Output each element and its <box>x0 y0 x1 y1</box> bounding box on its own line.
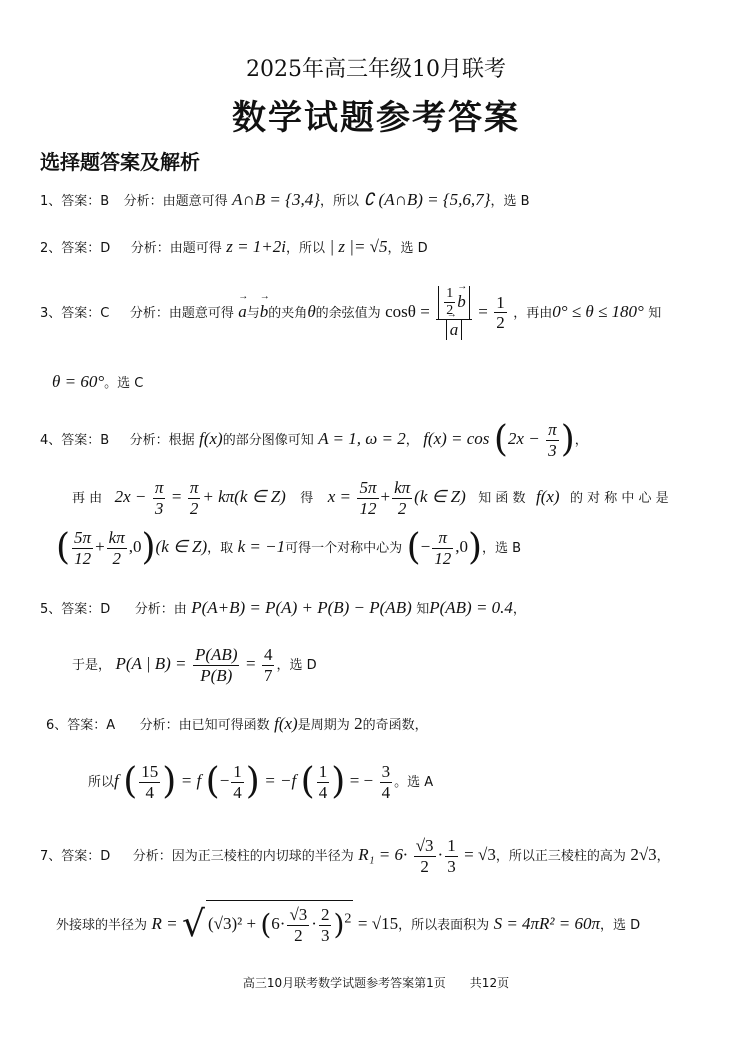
q2-label: 2、答案：D <box>40 241 111 256</box>
q3-cos: cosθ = <box>385 301 430 321</box>
q5-eq: P(A+B) = P(A) + P(B) − P(AB) <box>191 598 412 617</box>
q5-l2-lhs: P(A | B) = <box>115 654 187 674</box>
q6-l2-4d: 4 <box>381 782 391 802</box>
q5-l2-eq: = <box>245 654 256 674</box>
q4-xeq: x = <box>327 487 352 507</box>
question-6-line-2: 所以f ( $\frac{15}{4}$ ) = f (− $\frac{1}{4}$ ) = −f ( $\frac{1}{4}$ ) = − $\frac{3}{4}$ 。选 A <box>88 761 434 803</box>
q4-three: 3 <box>548 440 557 460</box>
q7-l2-term1: (√3)² <box>207 913 243 933</box>
q3-label: 3、答案：C <box>40 305 110 321</box>
q7-l2-sqrt3: √3 <box>289 905 308 924</box>
q3-mid2: 的夹角 <box>268 305 308 321</box>
vector-a-abs: → a <box>446 320 463 340</box>
q3-theta-value: θ = 60° <box>52 372 105 391</box>
q4-analysis: 分析：根据 <box>129 433 195 449</box>
q7-eqsqrt3: = √3 <box>464 845 496 865</box>
q2-analysis: 分析：由题可得 <box>130 241 222 256</box>
q5-eq2: P(AB) = 0.4 <box>429 598 513 617</box>
q2-equation-2: | z |= √5 <box>329 237 388 256</box>
q4-l3-end: ，选 B <box>482 541 522 557</box>
q4-mid: 的部分图像可知 <box>222 433 314 449</box>
q7-l2-eq: = √15 <box>357 913 399 933</box>
exam-title: 2025年高三年级10月联考 <box>246 57 506 82</box>
q6-l2-one-b: 1 <box>318 762 328 781</box>
q7-r1: R₁ = 6· <box>358 845 408 865</box>
q7-two: 2 <box>420 856 429 876</box>
q7-l2-R: R = <box>151 913 178 933</box>
q5-l2-den: P(B) <box>200 665 233 685</box>
q4-fx: f(x) <box>199 429 223 449</box>
q4-label: 4、答案：B <box>40 433 110 449</box>
q4-line2-equals: = <box>171 487 182 507</box>
q3-rhs-fraction <box>494 293 507 333</box>
q7-l2-mid: ，所以表面积为 <box>398 917 490 933</box>
q4-two: 2 <box>397 498 407 518</box>
q7-l2-two: 2 <box>294 925 303 945</box>
q3-range: 0° ≤ θ ≤ 180° <box>552 301 644 321</box>
q4-l3-kpi: kπ <box>108 528 125 547</box>
q7-one: 1 <box>447 836 456 855</box>
q4-comma: ， <box>405 433 419 449</box>
q3-analysis: 分析：由题意可得 <box>129 305 234 321</box>
q6-mid: 是周期为 <box>297 718 350 733</box>
q6-l2-eq: = f <box>180 771 202 791</box>
q4-l3-fivepi: 5π <box>74 528 92 547</box>
q1-equation-2: ∁ (A∩B) = {5,6,7} <box>363 190 491 209</box>
question-5-line-2 <box>72 645 317 685</box>
q7-three: 3 <box>447 856 456 876</box>
q3-rhs-den: 2 <box>496 313 505 333</box>
q6-l2-minus: − <box>219 771 230 791</box>
q6-l2-eq3: = − <box>349 771 374 791</box>
q1-end: ，选 B <box>490 194 530 209</box>
q4-line2-start: 再 由 <box>72 491 103 507</box>
q6-analysis: 分析：由已知可得函数 <box>139 718 270 733</box>
q4-line2-pi-2: π <box>189 478 199 497</box>
q3-mid3: 的余弦值为 <box>315 305 381 321</box>
q4-line2-kpi: + kπ(k ∈ Z) <box>202 487 286 507</box>
q5-end: ， <box>512 602 526 617</box>
q5-l2-num: P(AB) <box>195 645 238 664</box>
q4-l3-two: 2 <box>112 548 121 568</box>
q3-rhs-num: 1 <box>496 292 505 312</box>
q5-analysis: 分析：由 <box>134 602 187 617</box>
question-3-line-2 <box>52 372 143 392</box>
q7-l2-end: ，选 D <box>600 917 641 933</box>
q1-analysis: 分析：由题意可得 <box>123 194 228 209</box>
section-heading: 选择题答案及解析 <box>40 150 200 174</box>
q4-fivepi: 5π <box>359 478 377 497</box>
q1-equation: A∩B = {3,4} <box>232 190 320 209</box>
q4-line2-pi: π <box>154 478 164 497</box>
q1-label: 1、答案：B <box>40 194 110 209</box>
question-7-line-2: 外接球的半径为 R = √ (√3)² + (6· $\frac{√3}{2}$ · $\frac{2}{3}$ )$^2$ = √15，所以表面积为 S = 4πR² = 60π，选 D <box>56 900 640 945</box>
q5-label: 5、答案：D <box>40 602 111 617</box>
q5-l2-start: 于是， <box>72 658 112 674</box>
q4-kpi: kπ <box>394 478 411 497</box>
q2-mid: ，所以 <box>286 241 326 256</box>
q6-l2-4: 4 <box>145 782 154 802</box>
question-4-line-3: ( $\frac{5\pi}{12}$ + $\frac{k\pi}{2}$ ,0)(k ∈ Z)，取 k = −1可得一个对称中心为 (− $\frac{\pi}{12}$ ,0)，选 B <box>56 527 522 569</box>
q3-end: 。选 C <box>104 376 144 391</box>
q4-l3-mid: ，取 <box>207 541 234 557</box>
question-1 <box>40 190 530 210</box>
page-footer: 高三10月联考数学试题参考答案第1页 共12页 <box>242 976 510 990</box>
q4-fx3: f(x) <box>535 487 560 507</box>
q1-mid: ，所以 <box>320 194 360 209</box>
q6-label: 6、答案：A <box>46 718 116 733</box>
q6-l2-4b: 4 <box>233 782 242 802</box>
q4-twelve: 12 <box>359 498 377 518</box>
vector-b: → b <box>260 302 269 322</box>
q4-tail2: 的 对 称 中 心 是 <box>570 491 669 507</box>
q6-l2-end: 。选 A <box>394 775 434 791</box>
q4-params: A = 1, ω = 2 <box>318 429 406 449</box>
q7-mid: ，所以正三棱柱的高为 <box>495 849 626 865</box>
question-5 <box>40 598 526 618</box>
vector-a: → a <box>238 302 247 322</box>
q6-two: 2 <box>354 714 363 733</box>
q4-l3-mid2: 可得一个对称中心为 <box>285 541 403 557</box>
q4-line2-three: 3 <box>154 498 164 518</box>
q4-kz: (k ∈ Z) <box>414 487 466 507</box>
q2-end: ，选 D <box>387 241 428 256</box>
q7-height: 2√3 <box>630 845 657 865</box>
q4-line2-eq: 2x − <box>114 487 147 507</box>
q3-then: ，再由 <box>513 305 553 321</box>
q6-l2-4c: 4 <box>318 782 328 802</box>
q7-comma: ， <box>656 849 670 865</box>
q4-l3-pi: π <box>432 528 453 549</box>
q6-l2-eq2: = −f <box>264 771 297 791</box>
q6-l2-f: f <box>114 771 119 791</box>
q6-end: 的奇函数， <box>362 718 428 733</box>
q2-equation: z = 1+2i <box>226 237 287 256</box>
q5-zhi: 知 <box>416 602 430 617</box>
question-4-line-2: 再 由 2x − $\frac{\pi}{3}$ = $\frac{\pi}{2}$ + kπ(k ∈ Z) 得 x = $\frac{5\pi}{12}$ + $\frac{k\pi}{2}$ (k ∈ Z) 知 函 数 f(x) 的 对 称 中 心 是 <box>72 478 669 518</box>
q3-mid1: 与 <box>246 305 260 321</box>
q7-label: 7、答案：D <box>40 849 111 865</box>
q7-l2-two-b: 2 <box>320 905 330 924</box>
q5-l2-end: ，选 D <box>276 658 317 674</box>
q6-l2-three: 3 <box>381 762 391 781</box>
q4-l3-kz: (k ∈ Z) <box>155 537 208 557</box>
q7-l2-S: S = 4πR² = 60π <box>493 913 601 933</box>
q4-l3-twelve: 12 <box>74 548 92 568</box>
q6-l2-one: 1 <box>233 762 242 781</box>
q4-de: 得 <box>300 491 314 507</box>
q4-l3-zero-2: ,0 <box>455 537 468 557</box>
q4-line2-two: 2 <box>189 498 199 518</box>
q3-half-num: 1 <box>444 286 455 303</box>
vector-b-2: → b <box>457 292 466 312</box>
q7-analysis: 分析：因为正三棱柱的内切球的半径为 <box>132 849 354 865</box>
q4-fx-cos: f(x) = cos <box>423 429 490 449</box>
question-7: 7、答案：D 分析：因为正三棱柱的内切球的半径为 R₁ = 6· $\frac{√3}{2}$ · $\frac{1}{3}$ = √3，所以正三棱柱的高为 2√3， <box>40 836 670 876</box>
q6-fx: f(x) <box>274 714 298 733</box>
question-2 <box>40 237 428 257</box>
q4-l3-twelve-2: 12 <box>434 548 452 568</box>
q7-l2-three: 3 <box>320 925 330 945</box>
q3-theta: θ <box>307 301 316 321</box>
document-title: 数学试题参考答案 <box>232 98 520 138</box>
q7-sqrt3: √3 <box>415 836 434 855</box>
q3-half-den: 2 <box>446 303 454 319</box>
q4-l3-zero: ,0 <box>128 537 142 557</box>
q4-pi: π <box>548 420 557 439</box>
q6-l2-start: 所以 <box>88 775 115 791</box>
question-4: 4、答案：B 分析：根据 f(x)的部分图像可知 A = 1, ω = 2， f(x) = cos (2x − $\frac{\pi}{3}$ )， <box>40 419 588 461</box>
q6-l2-15: 15 <box>141 762 159 781</box>
q4-l3-k: k = −1 <box>237 537 286 557</box>
question-6 <box>46 714 428 734</box>
question-3: 3、答案：C 分析：由题意可得 → a与→ b的夹角θ的余弦值为 cosθ = $\frac{1}{2}$ → b → a = $\frac{1}{2}$ ，再由0° ≤ θ ≤ 180° 知 <box>40 286 661 340</box>
q3-fraction <box>436 286 472 340</box>
q5-l2-four: 4 <box>263 645 273 664</box>
q5-l2-seven: 7 <box>263 665 273 685</box>
q3-zhi: 知 <box>648 305 662 321</box>
q4-tail: 知 函 数 <box>478 491 526 507</box>
q4-arg: 2x − <box>507 429 540 449</box>
q7-l2-start: 外接球的半径为 <box>56 917 148 933</box>
q7-l2-plus: + <box>246 913 257 933</box>
q7-l2-six: 6· <box>271 913 286 933</box>
